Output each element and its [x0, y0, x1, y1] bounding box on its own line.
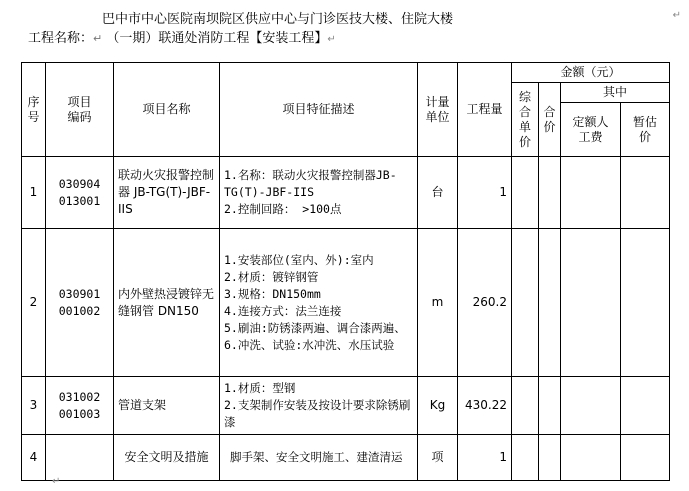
row-code: 030904013001 — [46, 157, 114, 229]
row-name: 安全文明及措施 — [114, 435, 220, 481]
table-row — [22, 157, 670, 229]
col-header-total: 合价 — [539, 83, 561, 157]
col-header-code: 项目编码 — [46, 63, 114, 157]
row-unit-price — [512, 229, 539, 377]
row-labor — [561, 435, 621, 481]
row-name: 内外壁热浸镀锌无缝钢管 DN150 — [114, 229, 220, 377]
row-unit: 项 — [418, 435, 458, 481]
row-total — [539, 229, 561, 377]
project-name-line — [28, 27, 336, 46]
row-seq: 4 — [22, 435, 46, 481]
row-qty: 430.22 — [458, 377, 512, 435]
row-labor — [561, 229, 621, 377]
row-code: 030901001002 — [46, 229, 114, 377]
row-total — [539, 157, 561, 229]
row-provisional — [621, 229, 670, 377]
row-unit-price — [512, 377, 539, 435]
col-header-seq: 序号 — [22, 63, 46, 157]
row-labor — [561, 377, 621, 435]
project-label: 工程名称： — [28, 31, 94, 46]
row-unit: 台 — [418, 157, 458, 229]
bill-of-quantities-table — [21, 62, 670, 481]
tab-arrow-icon: ↵ — [93, 32, 103, 45]
row-provisional — [621, 157, 670, 229]
row-seq: 1 — [22, 157, 46, 229]
row-code — [46, 435, 114, 481]
document-title: 巴中市中心医院南坝院区供应中心与门诊医技大楼、住院大楼 — [102, 12, 454, 27]
row-name: 联动火灾报警控制器 JB-TG(T)-JBF-IIS — [114, 157, 220, 229]
col-header-desc: 项目特征描述 — [220, 63, 418, 157]
col-header-qty: 工程量 — [458, 63, 512, 157]
col-header-name: 项目名称 — [114, 63, 220, 157]
row-name: 管道支架 — [114, 377, 220, 435]
col-header-of-which: 其中 — [561, 83, 670, 103]
table-row — [22, 377, 670, 435]
row-desc: 脚手架、安全文明施工、建渣清运 — [220, 435, 418, 481]
col-header-amount: 金额（元） — [512, 63, 670, 83]
row-unit: Kg — [418, 377, 458, 435]
paragraph-mark-icon: ↵ — [52, 476, 61, 487]
row-provisional — [621, 377, 670, 435]
project-name: （一期）联通处消防工程【安装工程】 — [106, 31, 328, 46]
row-seq: 3 — [22, 377, 46, 435]
paragraph-mark-icon: ↵ — [672, 10, 681, 21]
row-qty: 1 — [458, 157, 512, 229]
row-desc: 1.安装部位(室内、外):室内 2.材质：镀锌钢管 3.规格：DN150mm 4.连接方式：法兰连接 5.刷油:防锈漆两遍、调合漆两遍、 6.冲洗、试验:水冲洗、水压试验 — [220, 229, 418, 377]
row-unit: m — [418, 229, 458, 377]
row-labor — [561, 157, 621, 229]
header-row-1 — [22, 63, 670, 83]
row-desc: 1.名称：联动火灾报警控制器JB-TG(T)-JBF-IIS 2.控制回路： >100点 — [220, 157, 418, 229]
paragraph-mark-icon: ↵ — [327, 34, 336, 45]
row-qty: 260.2 — [458, 229, 512, 377]
row-unit-price — [512, 435, 539, 481]
row-unit-price — [512, 157, 539, 229]
col-header-unit-price: 综合单价 — [512, 83, 539, 157]
row-provisional — [621, 435, 670, 481]
row-qty: 1 — [458, 435, 512, 481]
col-header-labor: 定额人工费 — [561, 103, 621, 157]
table-row — [22, 229, 670, 377]
row-total — [539, 377, 561, 435]
row-desc: 1.材质：型钢 2.支架制作安装及按设计要求除锈刷漆 — [220, 377, 418, 435]
table-row — [22, 435, 670, 481]
col-header-unit: 计量单位 — [418, 63, 458, 157]
row-seq: 2 — [22, 229, 46, 377]
row-code: 031002001003 — [46, 377, 114, 435]
row-total — [539, 435, 561, 481]
col-header-provisional: 暂估价 — [621, 103, 670, 157]
